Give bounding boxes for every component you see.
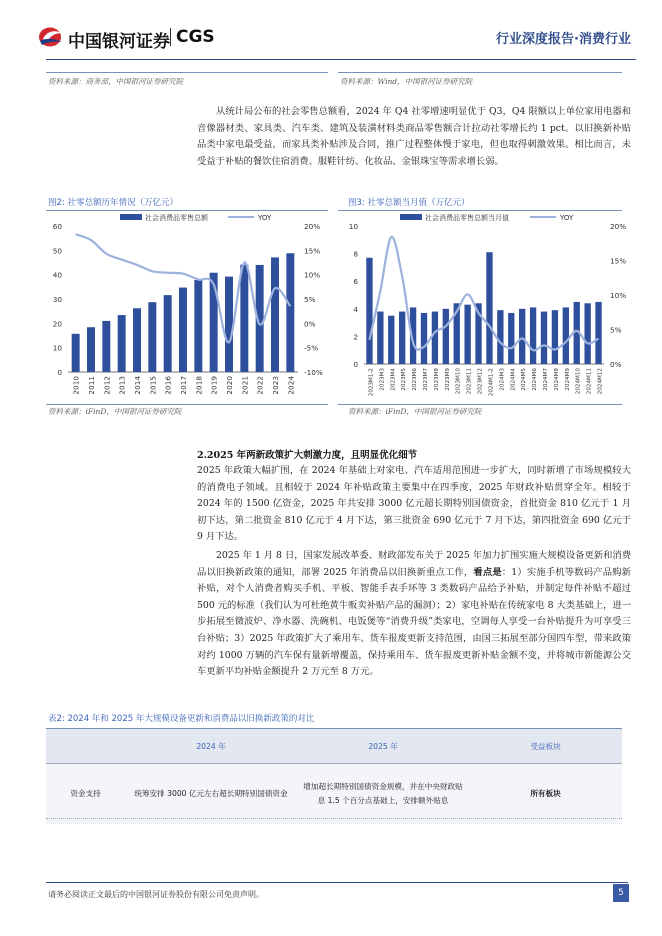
figure2-bottom-rule (46, 404, 328, 405)
figure2-source: 资料来源：iFinD，中国银河证券研究院 (48, 407, 182, 416)
bar-2010 (72, 334, 80, 372)
category-label: 2024M1-2 (488, 368, 495, 397)
section-title: 2.2025 年两新政策扩大刺激力度，且明显优化细节 (197, 450, 418, 461)
footer-disclaimer: 请务必阅读正文最后的中国银河证券股份有限公司免责声明。 (48, 890, 264, 899)
annual-retail-sales-chart (40, 212, 334, 404)
bar-2024M3 (497, 310, 503, 364)
category-label: 2024M7 (543, 368, 549, 391)
legend-bar-label: 社会消费品零售总额 (145, 214, 208, 222)
category-label: 2015 (148, 376, 158, 395)
bar-2024M11 (584, 303, 590, 364)
table-header-2024: 2024 年 (125, 729, 297, 764)
section-paragraph-1: 2025 年政策大幅扩围，在 2024 年基础上对家电、汽车适用范围进一步扩大，同时新增了市场规模较大的消费电子领域。且相较于 2024 年补贴政策主要集中在四季度，2025 年财政补贴贯穿全年。相较于 2024 年的 1500 亿资金，2025 年共安排 3000 亿元超长期特别国债资金，首批资金 810 亿元于 1 月初下达，第二批资金 810 亿元于 4 月下达，第三批资金 690 亿元于 7 月下达，第四批资金 690 亿元于 9 月下达。 (197, 465, 631, 543)
legend-bar-label: 社会消费品零售总额当月值 (425, 214, 509, 222)
table-header-blank (46, 729, 125, 764)
figure3-title-rule (338, 210, 622, 211)
category-label: 2024M9 (564, 368, 571, 391)
bar-2021 (240, 265, 248, 372)
top-source-right: 资料来源：Wind，中国银河证券研究院 (340, 77, 473, 86)
category-label: 2023M12 (477, 368, 484, 395)
right-tick-label: 5% (610, 325, 622, 335)
row-benefit: 所有板块 (530, 789, 561, 798)
category-label: 2024M8 (553, 368, 560, 391)
table2-title: 表2: 2024 年和 2025 年大规模设备更新和消费品以旧换新政策的对比 (48, 714, 315, 724)
right-tick-label: -5% (304, 343, 319, 353)
right-tick-label: 0% (304, 319, 316, 329)
left-tick-label: 10 (52, 343, 62, 353)
bar-2013 (118, 315, 126, 372)
bar-2011 (87, 327, 95, 372)
brand-divider (170, 28, 171, 46)
section-paragraph-2 (197, 548, 631, 681)
category-label: 2024M5 (521, 368, 528, 391)
row-2024: 统筹安排 3000 亿元左右超长期特别国债资金 (134, 789, 288, 798)
category-label: 2010 (71, 376, 81, 395)
bar-2019 (210, 273, 218, 372)
figure3-bottom-rule (338, 404, 622, 405)
bar-2024M9 (563, 307, 569, 364)
bar-2012 (102, 321, 110, 372)
category-label: 2011 (87, 376, 96, 395)
left-tick-label: 0 (57, 368, 62, 377)
bar-2024M12 (595, 302, 601, 364)
category-label: 2016 (163, 376, 173, 395)
right-tick-label: 10% (304, 270, 321, 280)
left-tick-label: 30 (52, 295, 62, 304)
header (0, 0, 662, 72)
bar-2024M1-2 (486, 252, 492, 364)
category-label: 2023M11 (466, 368, 473, 395)
figure3-title: 图3: 社零总额当月值（万亿元） (348, 198, 470, 208)
figure2-title-rule (46, 210, 328, 211)
category-label: 2023M6 (412, 368, 419, 391)
category-label: 2013 (117, 376, 127, 395)
bar-2023M3 (377, 312, 383, 364)
bar-2023M4 (388, 316, 394, 364)
bar-2016 (164, 295, 172, 372)
category-label: 2023M5 (401, 368, 408, 391)
monthly-retail-sales-chart (340, 212, 634, 404)
table-header-row (46, 729, 622, 764)
category-label: 2019 (209, 376, 219, 395)
bar-2015 (148, 302, 156, 372)
para2-text-a: 2025 年 1 月 8 日，国家发展改革委、财政部发布关于 2025 年加力扩围实施大规模设备更新和消费品以旧换新政策的通知，部署 2025 年消费品以旧换新重点工作， (197, 550, 631, 578)
category-label: 2023M10 (455, 368, 462, 395)
bar-2024M4 (508, 313, 514, 364)
left-tick-label: 60 (52, 222, 62, 231)
page-number-box (613, 884, 629, 902)
bar-2024 (286, 253, 294, 372)
bar-2023M9 (443, 309, 449, 364)
left-tick-label: 2 (353, 332, 358, 342)
bar-2023M5 (399, 312, 405, 364)
right-tick-label: 20% (304, 222, 321, 231)
right-tick-label: 15% (610, 256, 627, 266)
header-rule (46, 59, 636, 60)
category-label: 2023M8 (433, 368, 440, 391)
left-tick-label: 10 (348, 222, 358, 231)
category-label: 2023M9 (444, 368, 451, 391)
figure2-title: 图2: 社零总额历年情况（万亿元） (48, 198, 178, 208)
category-label: 2023M4 (390, 368, 397, 391)
legend-line-label: YOY (258, 214, 272, 222)
left-tick-label: 40 (52, 270, 62, 280)
footer-rule (46, 882, 628, 883)
left-tick-label: 20 (52, 319, 62, 329)
bar-2017 (179, 288, 187, 372)
category-label: 2022 (255, 376, 265, 395)
category-label: 2024M12 (597, 368, 604, 395)
bar-2023M8 (432, 312, 438, 364)
category-label: 2012 (102, 376, 112, 395)
para2-highlight: 看点是 (473, 566, 502, 578)
left-tick-label: 50 (52, 246, 62, 256)
table-header-benefit: 受益板块 (469, 729, 622, 764)
right-tick-label: 15% (304, 246, 321, 256)
right-tick-label: 10% (610, 291, 627, 300)
bar-2024M7 (541, 312, 547, 364)
category-label: 2023M3 (379, 368, 386, 391)
right-tick-label: 5% (304, 295, 316, 304)
right-tick-label: 20% (610, 222, 627, 231)
category-label: 2021 (240, 376, 250, 395)
category-label: 2024M6 (532, 368, 539, 391)
legend-bar-swatch (400, 214, 422, 220)
logo-icon (38, 26, 64, 48)
table-header-2025: 2025 年 (297, 729, 469, 764)
table-row (46, 764, 622, 825)
para2-text-b: ：1）实施手机等数码产品购新补贴，对个人消费者购买手机、平板、智能手表手环等 3 类数码产品给予补贴，并制定每件补贴不超过 500 元的标准（我们认为可杜绝黄牛贩卖补贴产品的漏洞）；2）家电补贴在传统家电 8 大类基础上，进一步拓展至微波炉、净水器、洗碗机、电饭煲等“消费升级”类家电，空调每人享受一台补贴提升为可享受三台补贴；3）2025 年政策扩大了乘用车、货车报废更新支持范围，由国三拓展至部分国四车型，带来政策对约 1000 万辆的汽车保有量新增覆盖，保持乘用车、货车报废更新补贴金额不变，并将城市新能源公交车更新平均补贴金额提升 2 万元至 8 万元。 (197, 566, 631, 678)
page-number: 5 (618, 888, 624, 898)
bar-2023M11 (464, 305, 470, 364)
paragraph-retail-sales: 从统计局公布的社会零售总额看，2024 年 Q4 社零增速明显优于 Q3，Q4 限额以上单位家用电器和音像器材类、家具类、汽车类、建筑及装潢材料类商品零售额合计拉动社零增长约 1 pct。以旧换新补贴品类中家电最受益，而家具类补贴涉及合同，推广过程整体慢于家电，但也取得刺激效果。相比而言，未受益于补贴的餐饮住宿消费、服鞋针纺、化妆品、金银珠宝等需求增长弱。 (197, 106, 631, 167)
left-tick-label: 8 (353, 249, 358, 259)
row-2025: 增加超长期特别国债资金规模，并在中央财政贴息 1.5 个百分点基础上，安排额外贴息 (303, 782, 463, 805)
category-label: 2023M7 (423, 368, 429, 391)
right-tick-label: -10% (304, 368, 323, 377)
category-label: 2017 (179, 376, 188, 395)
category-label: 2024 (286, 376, 296, 395)
legend-bar-swatch (120, 214, 142, 220)
left-tick-label: 0 (353, 360, 358, 369)
category-label: 2023M1-2 (368, 368, 375, 397)
right-tick-label: 0% (610, 360, 622, 369)
top-source-rule-right (338, 72, 622, 73)
left-tick-label: 6 (353, 277, 358, 287)
row-label: 资金支持 (70, 789, 101, 798)
category-label: 2014 (133, 376, 142, 395)
bar-2023 (271, 257, 279, 372)
bar-2020 (225, 277, 233, 372)
category-label: 2020 (225, 376, 234, 395)
top-source-left: 资料来源：商务部，中国银河证券研究院 (48, 77, 183, 86)
table2-bottom-rule (46, 818, 622, 819)
top-source-rule-left (46, 72, 328, 73)
left-tick-label: 4 (353, 304, 358, 314)
bar-2018 (194, 280, 202, 372)
category-label: 2018 (194, 376, 204, 395)
report-type: 行业深度报告·消费行业 (496, 32, 631, 47)
bar-2024M6 (530, 307, 536, 364)
brand-en: CGS (176, 27, 215, 47)
category-label: 2024M10 (575, 368, 582, 395)
bar-2023M7 (421, 313, 427, 364)
bar-2014 (133, 308, 141, 372)
brand-name: 中国银河证券 (68, 32, 170, 52)
policy-comparison-table (46, 729, 622, 824)
category-label: 2023 (271, 376, 280, 395)
legend-line-label: YOY (560, 214, 574, 222)
bar-2023M1-2 (366, 258, 372, 364)
category-label: 2024M4 (510, 368, 517, 391)
category-label: 2024M11 (586, 368, 593, 395)
figure3-source: 资料来源：iFinD，中国银河证券研究院 (348, 407, 482, 416)
category-label: 2024M3 (499, 368, 506, 391)
bar-2024M8 (552, 310, 558, 364)
bar-2024M5 (519, 309, 525, 364)
